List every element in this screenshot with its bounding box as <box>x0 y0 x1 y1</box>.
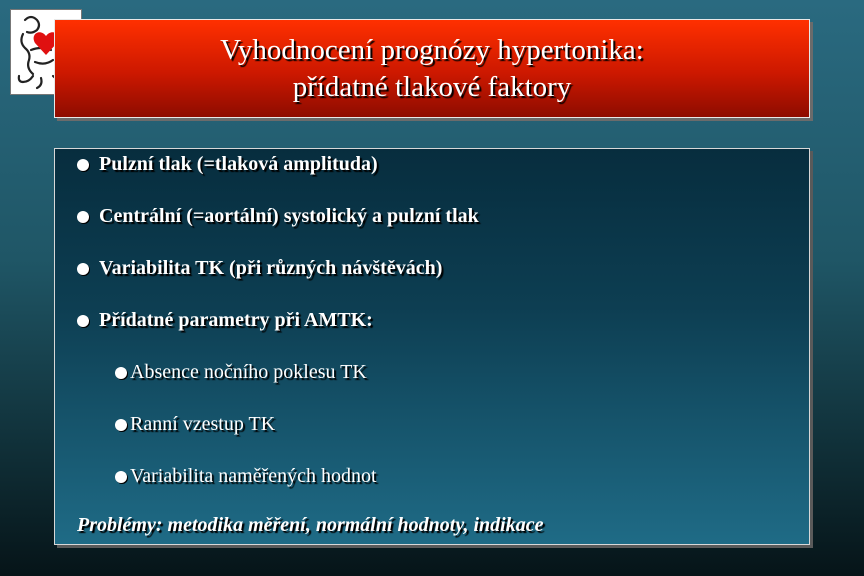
sub-bullet-item <box>115 465 377 488</box>
bullet-dot-icon <box>115 419 127 431</box>
bullet-item-text: Variabilita TK (při různých návštěvách) <box>99 257 443 279</box>
bullet-item-text: Centrální (=aortální) systolický a pulzní tlak <box>99 205 479 227</box>
sub-bullet-item-text: Absence nočního poklesu TK <box>130 361 367 383</box>
bullet-dot-icon <box>77 315 89 327</box>
bullet-dot-icon <box>77 263 89 275</box>
bullet-dot-icon <box>77 211 89 223</box>
sub-bullet-item <box>115 361 367 384</box>
bullet-item-text: Přídatné parametry při AMTK: <box>99 309 373 331</box>
sub-bullet-item-text: Variabilita naměřených hodnot <box>130 465 377 487</box>
bullet-dot-icon <box>115 471 127 483</box>
bullet-item <box>77 205 479 228</box>
sub-bullet-item-text: Ranní vzestup TK <box>130 413 276 435</box>
title-line-1: Vyhodnocení prognózy hypertonika: <box>220 33 644 66</box>
problems-note: Problémy: metodika měření, normální hodnoty, indikace <box>77 514 544 536</box>
title-banner <box>54 19 810 118</box>
sub-bullet-item <box>115 413 275 436</box>
content-panel <box>54 148 810 545</box>
bullet-dot-icon <box>115 367 127 379</box>
title-line-2: přídatné tlakové faktory <box>292 70 572 103</box>
bullet-item <box>77 309 373 332</box>
bullet-item <box>77 153 378 176</box>
bullet-item <box>77 257 442 280</box>
bullet-dot-icon <box>77 159 89 171</box>
bullet-item-text: Pulzní tlak (=tlaková amplituda) <box>99 153 378 175</box>
